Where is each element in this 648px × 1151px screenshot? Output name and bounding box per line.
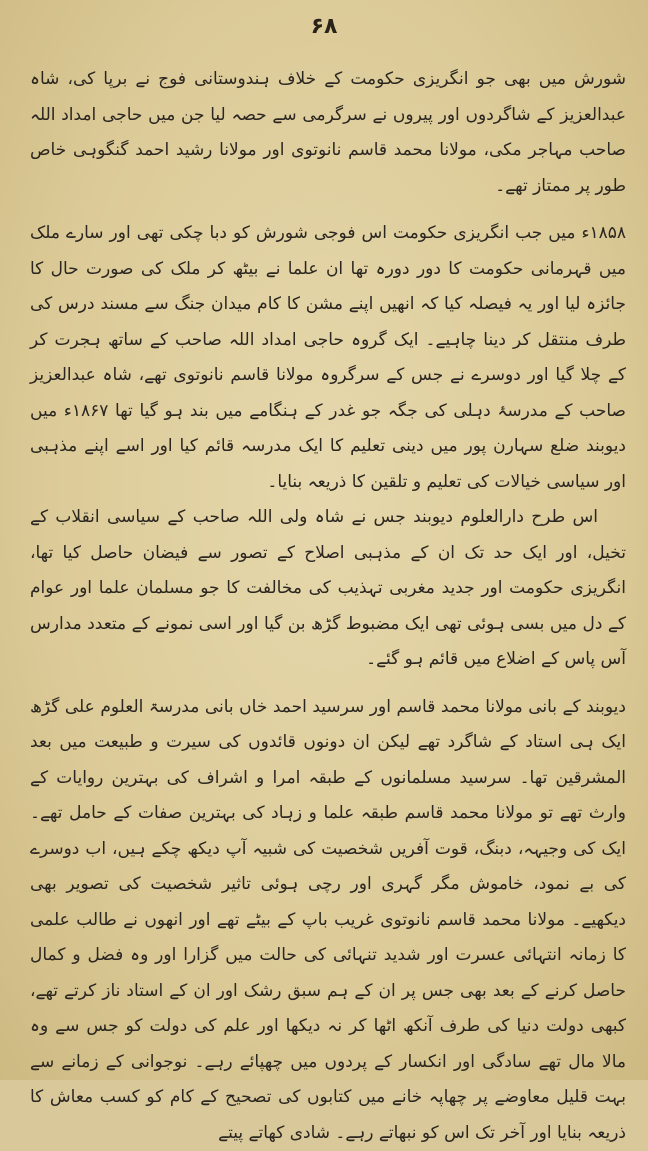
paragraph-4: دیوبند کے بانی مولانا محمد قاسم اور سرسید احمد خاں بانی مدرسۃ العلوم علی گڑھ ایک ہی استاد کے شاگرد تھے لیکن ان دونوں قائدوں کی سیرت و طبیعت میں بعد المشرقین تھا۔ سرسید مسلمانوں کے طبقہ امرا و اشراف کی بہترین روایات کے وارث تھے تو مولانا محمد قاسم طبقہ علما و زہاد کی بہترین صفات کے حامل تھے۔ ایک کی وجیہہ، دبنگ، قوت آفریں شخصیت کی شبیہ آپ دیکھ چکے ہیں، اب دوسرے کی بے نمود، خاموش مگر گہری اور رچی ہوئی تاثیر شخصیت کی تصویر بھی دیکھیے۔ مولانا محمد قاسم نانوتوی غریب باپ کے بیٹے تھے اور انھوں نے طالب علمی کا زمانہ انتہائی عسرت اور شدید تنہائی کی حالت میں گزارا اور وہ فضل و کمال حاصل کرنے کے بعد بھی جس پر ان کے ہم سبق رشک اور ان کے استاد ناز کرتے تھے، کبھی دولت دنیا کی طرف آنکھ اٹھا کر نہ دیکھا اور علم کی دولت کو جس سے وہ مالا مال تھے سادگی اور انکسار کے پردوں میں چھپائے رہے۔ نوجوانی کے زمانے سے بہت قلیل معاوضے پر چھاپہ خانے میں کتابوں کی تصحیح کے کام کو کسب معاش کا ذریعہ بنایا اور آخر تک اس کو نبھاتے رہے۔ شادی کھاتے پیتے: [30, 690, 626, 1151]
page-number: ۶۸: [0, 14, 648, 39]
paragraph-2: ۱۸۵۸ء میں جب انگریزی حکومت اس فوجی شورش کو دبا چکی تھی اور سارے ملک میں قہرمانی حکومت کا دور دورہ تھا ان علما نے بیٹھ کر ملک کی صورت حال کا جائزہ لیا اور یہ فیصلہ کیا کہ انھیں اپنے مشن کا کام میدان جنگ سے مسند درس کی طرف منتقل کر دینا چاہیے۔ ایک گروہ حاجی امداد اللہ صاحب کے ساتھ ہجرت کر کے چلا گیا اور دوسرے نے جس کے سرگروہ مولانا قاسم نانوتوی تھے، شاہ عبدالعزیز صاحب کے مدرسۂ دہلی کی جگہ جو غدر کے ہنگامے میں بند ہو گیا تھا ۱۸۶۷ء میں دیوبند ضلع سہارن پور میں دینی تعلیم کا ایک مدرسہ قائم کیا اور اسے اپنے مذہبی اور سیاسی خیالات کی تعلیم و تلقین کا ذریعہ بنایا۔: [30, 216, 626, 500]
paragraph-1: شورش میں بھی جو انگریزی حکومت کے خلاف ہندوستانی فوج نے برپا کی، شاہ عبدالعزیز کے شاگردوں اور پیروں نے سرگرمی سے حصہ لیا جن میں حاجی امداد اللہ صاحب مہاجر مکی، مولانا محمد قاسم نانوتوی اور مولانا رشید احمد گنگوہی خاص طور پر ممتاز تھے۔: [30, 62, 626, 204]
paragraph-3: اس طرح دارالعلوم دیوبند جس نے شاہ ولی اللہ صاحب کے سیاسی انقلاب کے تخیل، اور ایک حد تک ان کے مذہبی اصلاح کے تصور سے فیضان حاصل کیا تھا، انگریزی حکومت اور جدید مغربی تہذیب کی مخالفت کا جو مسلمان علما اور عوام کے دل میں بسی ہوئی تھی ایک مضبوط گڑھ بن گیا اور اسی نمونے کے متعدد مدارس آس پاس کے اضلاع میں قائم ہو گئے۔: [30, 500, 626, 678]
body-text: [30, 62, 626, 1151]
